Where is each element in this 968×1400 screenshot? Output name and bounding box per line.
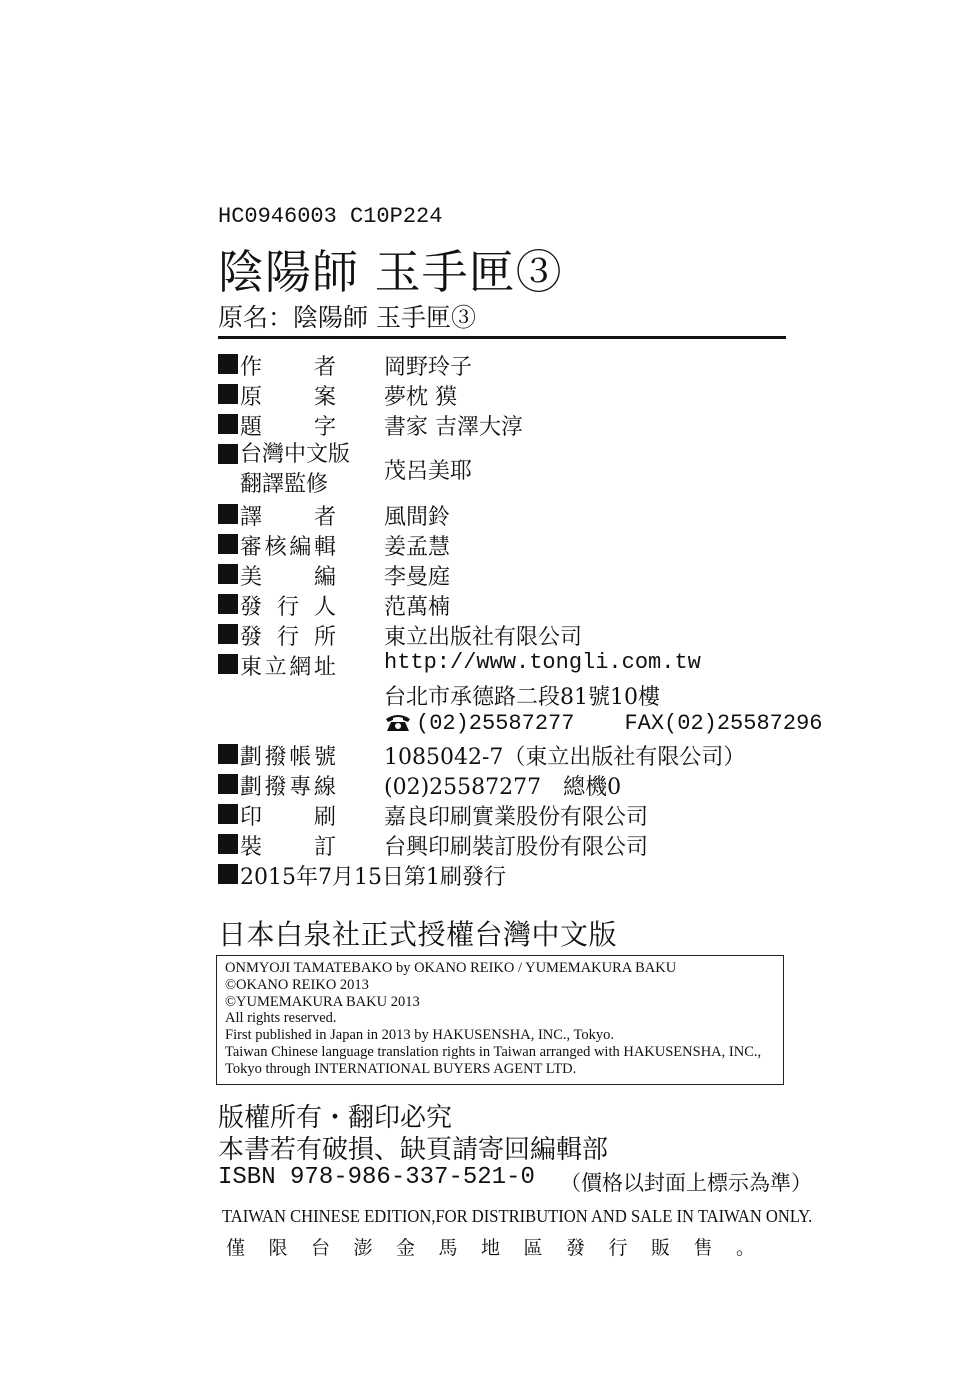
credit-value: (02)25587277 總機0 [384, 775, 622, 800]
credit-row-translator [218, 500, 451, 531]
credit-value: 茂呂美耶 [384, 459, 473, 484]
copyright-box [216, 955, 784, 1085]
copyright-line: ©OKANO REIKO 2013 [225, 976, 369, 993]
credit-row-author [218, 350, 473, 381]
copyright-line: Tokyo through INTERNATIONAL BUYERS AGENT LTD. [225, 1060, 577, 1077]
credit-label: 劃撥帳號 [240, 745, 336, 770]
credit-label: 審核編輯 [240, 535, 336, 560]
copyright-line: ©YUMEMAKURA BAKU 2013 [225, 993, 420, 1010]
copyright-line: ONMYOJI TAMATEBAKO by OKANO REIKO / YUMEMAKURA BAKU [225, 960, 677, 976]
credit-row-printing [218, 800, 649, 831]
credit-value: 台興印刷裝訂股份有限公司 [384, 835, 649, 860]
phone-fax [384, 710, 822, 736]
credit-label: 劃撥專線 [240, 775, 336, 800]
phone-number: (02)25587277 [416, 711, 575, 736]
credit-row-postal-account [218, 740, 746, 771]
price-note: （價格以封面上標示為準） [560, 1171, 812, 1195]
bullet-square [218, 444, 238, 464]
catalog-code: HC0946003 C10P224 [218, 204, 443, 229]
bullet-square [218, 534, 238, 554]
credit-label: 譯 者 [240, 505, 336, 530]
bullet-square [218, 744, 238, 764]
region-note: 僅限台澎金馬地區發行販售。 [226, 1237, 779, 1259]
credit-row-calligraphy [218, 410, 523, 441]
bullet-square [218, 864, 238, 884]
bullet-square [218, 774, 238, 794]
credit-value: 1085042-7（東立出版社有限公司） [384, 745, 746, 770]
bullet-square [218, 654, 238, 674]
credit-value: 姜孟慧 [384, 535, 451, 560]
original-title: 原名：陰陽師 玉手匣③ [218, 303, 476, 332]
credit-value: 嘉良印刷實業股份有限公司 [384, 805, 649, 830]
credit-value: 李曼庭 [384, 565, 451, 590]
release-date-row [218, 860, 506, 891]
credit-value: 夢枕 獏 [384, 385, 457, 410]
credit-row-publishing-house [218, 620, 583, 651]
credit-value: 范萬楠 [384, 595, 451, 620]
credit-row-original-story [218, 380, 457, 411]
credit-label-line2: 翻譯監修 [240, 472, 329, 497]
credit-label: 美 編 [240, 565, 336, 590]
bullet-square [218, 414, 238, 434]
rights-notice: 版權所有・翻印必究 [218, 1103, 453, 1133]
credit-row-publisher [218, 590, 451, 621]
bullet-square [218, 504, 238, 524]
bullet-square [218, 624, 238, 644]
edition-note: TAIWAN CHINESE EDITION,FOR DISTRIBUTION AND SALE IN TAIWAN ONLY. [222, 1206, 813, 1226]
credit-row-postal-line [218, 770, 622, 801]
credit-label: 東立網址 [240, 655, 336, 680]
telephone-icon [384, 712, 412, 732]
book-title: 陰陽師 玉手匣③ [218, 245, 563, 299]
bullet-square [218, 804, 238, 824]
address: 台北市承德路二段81號10樓 [384, 685, 660, 710]
credit-value: 風間鈴 [384, 505, 451, 530]
damage-notice: 本書若有破損、缺頁請寄回編輯部 [218, 1135, 609, 1165]
credit-row-binding [218, 830, 649, 861]
bullet-square [218, 564, 238, 584]
website-url: http://www.tongli.com.tw [384, 650, 701, 675]
credit-label: 發 行 所 [240, 625, 336, 650]
bullet-square [218, 354, 238, 374]
credit-row-translation-supervisor [218, 440, 473, 500]
credit-label-multiline [240, 440, 351, 500]
bullet-square [218, 384, 238, 404]
credit-label: 題 字 [240, 415, 336, 440]
copyright-line: Taiwan Chinese language translation rights in Taiwan arranged with HAKUSENSHA, INC., [225, 1043, 762, 1060]
credit-label: 印 刷 [240, 805, 336, 830]
title-divider [218, 336, 786, 339]
release-date: 2015年7月15日第1刷發行 [240, 865, 506, 890]
credit-value: 岡野玲子 [384, 355, 473, 380]
bullet-square [218, 834, 238, 854]
credit-value: 東立出版社有限公司 [384, 625, 583, 650]
fax-number: FAX(02)25587296 [624, 711, 823, 736]
credit-row-design [218, 560, 451, 591]
copyright-line: All rights reserved. [225, 1010, 337, 1027]
credit-label: 發 行 人 [240, 595, 336, 620]
copyright-line: First published in Japan in 2013 by HAKUSENSHA, INC., Tokyo. [225, 1027, 615, 1044]
authorization-notice: 日本白泉社正式授權台灣中文版 [218, 918, 618, 951]
credit-row-editor [218, 530, 451, 561]
bullet-square [218, 594, 238, 614]
credit-label: 作 者 [240, 355, 336, 380]
isbn: ISBN 978-986-337-521-0 [218, 1164, 535, 1191]
credit-value: 書家 吉澤大淳 [384, 415, 523, 440]
credit-row-website [218, 650, 701, 681]
credit-label: 原 案 [240, 385, 336, 410]
credit-label: 裝 訂 [240, 835, 336, 860]
credit-label: 台灣中文版 [240, 442, 351, 467]
